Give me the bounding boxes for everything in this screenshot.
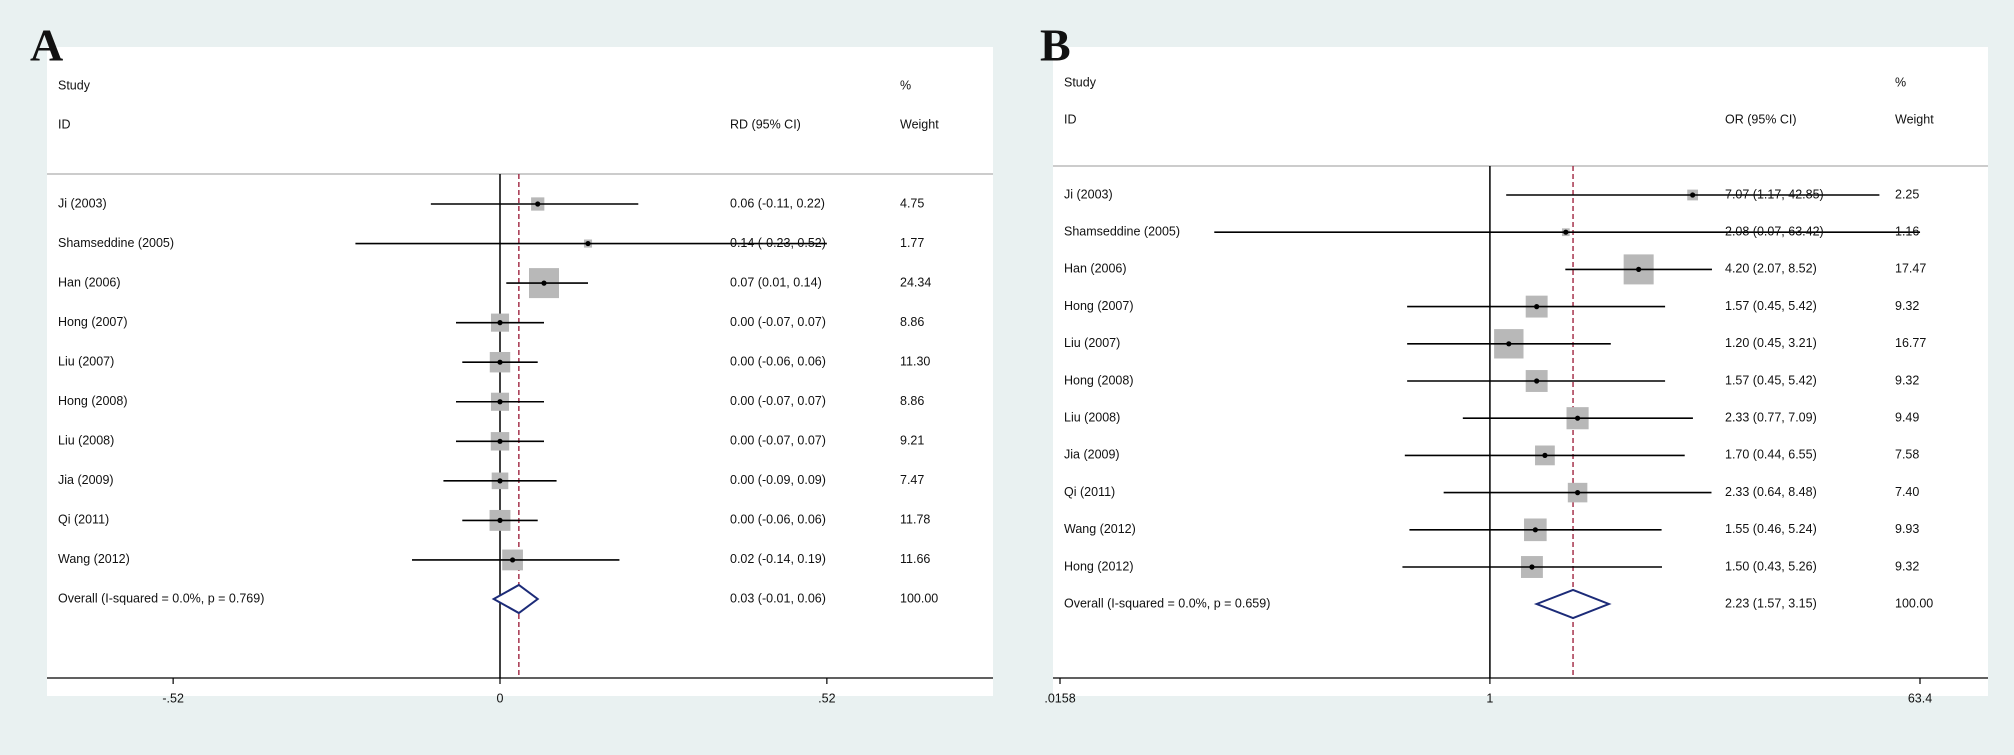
study-name: Han (2006) xyxy=(1064,261,1127,276)
study-weight-text: 24.34 xyxy=(900,275,932,290)
point-estimate xyxy=(510,557,515,562)
study-ci-text: 1.55 (0.46, 5.24) xyxy=(1725,522,1817,537)
panel-a xyxy=(30,20,993,706)
study-weight-text: 9.21 xyxy=(900,433,925,448)
point-estimate xyxy=(585,241,590,246)
study-ci-text: 2.33 (0.77, 7.09) xyxy=(1725,410,1817,425)
point-estimate xyxy=(1575,490,1580,495)
study-weight-text: 7.58 xyxy=(1895,447,1920,462)
study-weight-text: 2.25 xyxy=(1895,187,1920,202)
study-weight-text: 9.49 xyxy=(1895,410,1920,425)
study-ci-text: 0.00 (-0.07, 0.07) xyxy=(730,433,826,448)
x-tick-label: 63.4 xyxy=(1907,691,1933,706)
study-ci-text: 0.07 (0.01, 0.14) xyxy=(730,275,822,290)
x-tick-label: 0 xyxy=(496,691,504,706)
study-name: Hong (2012) xyxy=(1064,559,1134,574)
study-name: Liu (2008) xyxy=(58,433,115,448)
study-ci-text: 0.00 (-0.07, 0.07) xyxy=(730,394,826,409)
study-ci-text: 1.20 (0.45, 3.21) xyxy=(1725,336,1817,351)
study-name: Liu (2007) xyxy=(58,354,115,369)
header-effect: OR (95% CI) xyxy=(1725,112,1797,127)
study-ci-text: 1.57 (0.45, 5.42) xyxy=(1725,298,1817,313)
header-study: Study xyxy=(58,78,90,93)
point-estimate xyxy=(497,439,502,444)
point-estimate xyxy=(1575,416,1580,421)
overall-label: Overall (I-squared = 0.0%, p = 0.769) xyxy=(58,591,265,606)
study-name: Ji (2003) xyxy=(58,196,107,211)
study-weight-text: 9.32 xyxy=(1895,373,1920,388)
study-weight-text: 9.93 xyxy=(1895,522,1920,537)
study-ci-text: 0.00 (-0.07, 0.07) xyxy=(730,314,826,329)
study-ci-text: 0.00 (-0.06, 0.06) xyxy=(730,354,826,369)
study-ci-text: 0.00 (-0.06, 0.06) xyxy=(730,512,826,527)
study-weight-text: 8.86 xyxy=(900,314,925,329)
x-tick-label: -.52 xyxy=(162,691,184,706)
study-weight-text: 11.78 xyxy=(900,512,931,527)
point-estimate xyxy=(497,518,502,523)
header-study: Study xyxy=(1064,75,1096,90)
point-estimate xyxy=(497,360,502,365)
study-weight-text: 4.75 xyxy=(900,196,925,211)
study-weight-text: 7.40 xyxy=(1895,484,1920,499)
study-weight-text: 8.86 xyxy=(900,394,925,409)
study-ci-text: 1.70 (0.44, 6.55) xyxy=(1725,447,1817,462)
header-id: ID xyxy=(1064,112,1077,127)
study-weight-text: 16.77 xyxy=(1895,336,1927,351)
study-name: Liu (2007) xyxy=(1064,336,1121,351)
study-weight-text: 9.32 xyxy=(1895,298,1920,313)
study-ci-text: 2.08 (0.07, 63.42) xyxy=(1725,224,1824,239)
study-name: Han (2006) xyxy=(58,275,121,290)
point-estimate xyxy=(1542,453,1547,458)
point-estimate xyxy=(1534,304,1539,309)
study-name: Hong (2008) xyxy=(1064,373,1134,388)
overall-ci-text: 0.03 (-0.01, 0.06) xyxy=(730,591,826,606)
study-weight-text: 7.47 xyxy=(900,473,925,488)
study-weight-text: 17.47 xyxy=(1895,261,1927,276)
x-tick-label: 1 xyxy=(1486,691,1494,706)
study-ci-text: 2.33 (0.64, 8.48) xyxy=(1725,484,1817,499)
study-ci-text: 0.06 (-0.11, 0.22) xyxy=(730,196,825,211)
study-name: Wang (2012) xyxy=(1064,522,1136,537)
study-ci-text: 1.57 (0.45, 5.42) xyxy=(1725,373,1817,388)
study-name: Ji (2003) xyxy=(1064,187,1113,202)
header-weight: Weight xyxy=(1895,112,1934,127)
panel-label: A xyxy=(30,19,64,71)
panel-label: B xyxy=(1040,19,1071,71)
study-name: Jia (2009) xyxy=(58,473,114,488)
study-weight-text: 11.30 xyxy=(900,354,931,369)
study-ci-text: 1.50 (0.43, 5.26) xyxy=(1725,559,1817,574)
study-name: Hong (2008) xyxy=(58,394,128,409)
point-estimate xyxy=(497,399,502,404)
overall-ci-text: 2.23 (1.57, 3.15) xyxy=(1725,596,1817,611)
point-estimate xyxy=(1636,267,1641,272)
header-pct: % xyxy=(1895,75,1907,90)
point-estimate xyxy=(1563,230,1568,235)
study-ci-text: 0.00 (-0.09, 0.09) xyxy=(730,473,826,488)
overall-label: Overall (I-squared = 0.0%, p = 0.659) xyxy=(1064,596,1271,611)
point-estimate xyxy=(1529,564,1534,569)
point-estimate xyxy=(535,201,540,206)
x-tick-label: .0158 xyxy=(1044,691,1076,706)
study-name: Jia (2009) xyxy=(1064,447,1120,462)
study-name: Hong (2007) xyxy=(58,314,128,329)
study-name: Shamseddine (2005) xyxy=(1064,224,1181,239)
header-pct: % xyxy=(900,78,912,93)
study-ci-text: 7.07 (1.17, 42.85) xyxy=(1725,187,1824,202)
overall-weight-text: 100.00 xyxy=(900,591,939,606)
point-estimate xyxy=(497,320,502,325)
study-weight-text: 11.66 xyxy=(900,552,931,567)
study-name: Wang (2012) xyxy=(58,552,130,567)
study-name: Qi (2011) xyxy=(58,512,110,527)
study-name: Liu (2008) xyxy=(1064,410,1121,425)
study-name: Shamseddine (2005) xyxy=(58,235,175,250)
study-weight-text: 1.16 xyxy=(1895,224,1920,239)
panel-b xyxy=(1040,20,1988,706)
header-weight: Weight xyxy=(900,117,939,132)
study-ci-text: 4.20 (2.07, 8.52) xyxy=(1725,261,1817,276)
study-ci-text: 0.02 (-0.14, 0.19) xyxy=(730,552,826,567)
x-tick-label: .52 xyxy=(818,691,836,706)
study-name: Qi (2011) xyxy=(1064,484,1116,499)
point-estimate xyxy=(1506,341,1511,346)
point-estimate xyxy=(497,478,502,483)
header-effect: RD (95% CI) xyxy=(730,117,801,132)
point-estimate xyxy=(1533,527,1538,532)
point-estimate xyxy=(1690,192,1695,197)
study-ci-text: 0.14 (-0.23, 0.52) xyxy=(730,235,826,250)
overall-weight-text: 100.00 xyxy=(1895,596,1934,611)
point-estimate xyxy=(541,281,546,286)
study-name: Hong (2007) xyxy=(1064,298,1134,313)
study-weight-text: 9.32 xyxy=(1895,559,1920,574)
header-id: ID xyxy=(58,117,71,132)
point-estimate xyxy=(1534,378,1539,383)
study-weight-text: 1.77 xyxy=(900,235,925,250)
